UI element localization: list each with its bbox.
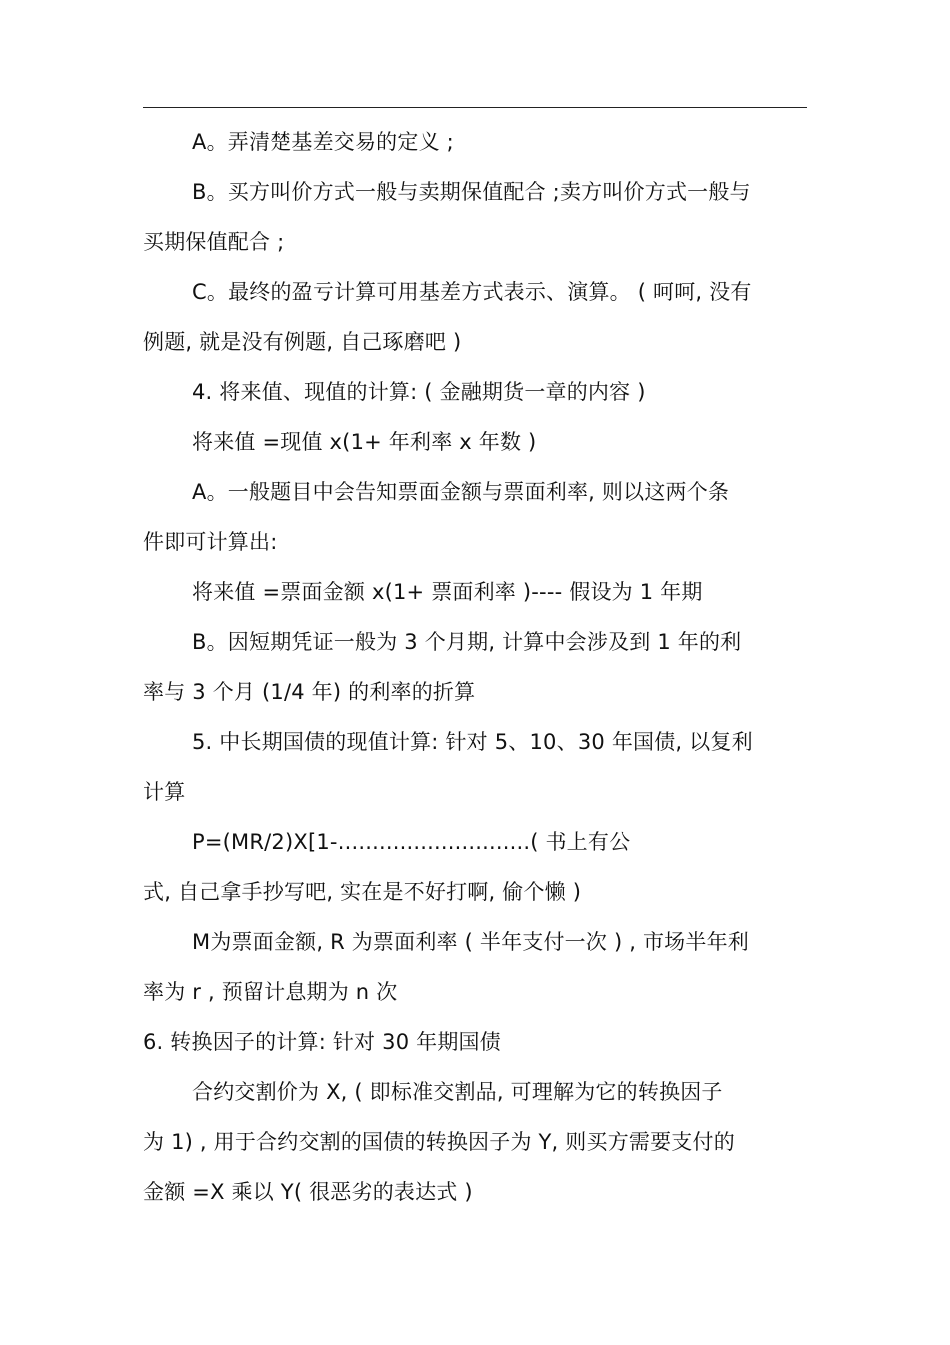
text-line: 为 1) , 用于合约交割的国债的转换因子为 Y, 则买方需要支付的: [143, 1130, 735, 1154]
text-line: 4. 将来值、现值的计算: ( 金融期货一章的内容 ): [192, 380, 646, 404]
text-line: 合约交割价为 X, ( 即标准交割品, 可理解为它的转换因子: [192, 1080, 723, 1104]
text-line: 例题, 就是没有例题, 自己琢磨吧 ): [143, 330, 462, 354]
text-line: M为票面金额, R 为票面利率 ( 半年支付一次 ) , 市场半年利: [192, 930, 749, 954]
text-line: 计算: [143, 780, 186, 804]
text-line: P=(MR/2)X[1-............................( 书上有公: [192, 830, 631, 854]
text-line: 6. 转换因子的计算: 针对 30 年期国债: [143, 1030, 501, 1054]
text-line: 将来值 =票面金额 x(1+ 票面利率 )---- 假设为 1 年期: [192, 580, 703, 604]
text-line: B。因短期凭证一般为 3 个月期, 计算中会涉及到 1 年的利: [192, 630, 742, 654]
text-line: 将来值 =现值 x(1+ 年利率 x 年数 ): [192, 430, 537, 454]
text-line: 件即可计算出:: [143, 530, 278, 554]
text-line: 率与 3 个月 (1/4 年) 的利率的折算: [143, 680, 476, 704]
text-line: C。最终的盈亏计算可用基差方式表示、演算。 ( 呵呵, 没有: [192, 280, 752, 304]
header-rule: [143, 107, 807, 108]
text-line: 买期保值配合 ;: [143, 230, 285, 254]
text-line: 5. 中长期国债的现值计算: 针对 5、10、30 年国债, 以复利: [192, 730, 753, 754]
text-line: 率为 r , 预留计息期为 n 次: [143, 980, 398, 1004]
text-line: 式, 自己拿手抄写吧, 实在是不好打啊, 偷个懒 ): [143, 880, 582, 904]
text-line: B。买方叫价方式一般与卖期保值配合 ;卖方叫价方式一般与: [192, 180, 751, 204]
text-line: A。弄清楚基差交易的定义 ;: [192, 130, 454, 154]
text-line: A。一般题目中会告知票面金额与票面利率, 则以这两个条: [192, 480, 730, 504]
text-line: 金额 =X 乘以 Y( 很恶劣的表达式 ): [143, 1180, 473, 1204]
